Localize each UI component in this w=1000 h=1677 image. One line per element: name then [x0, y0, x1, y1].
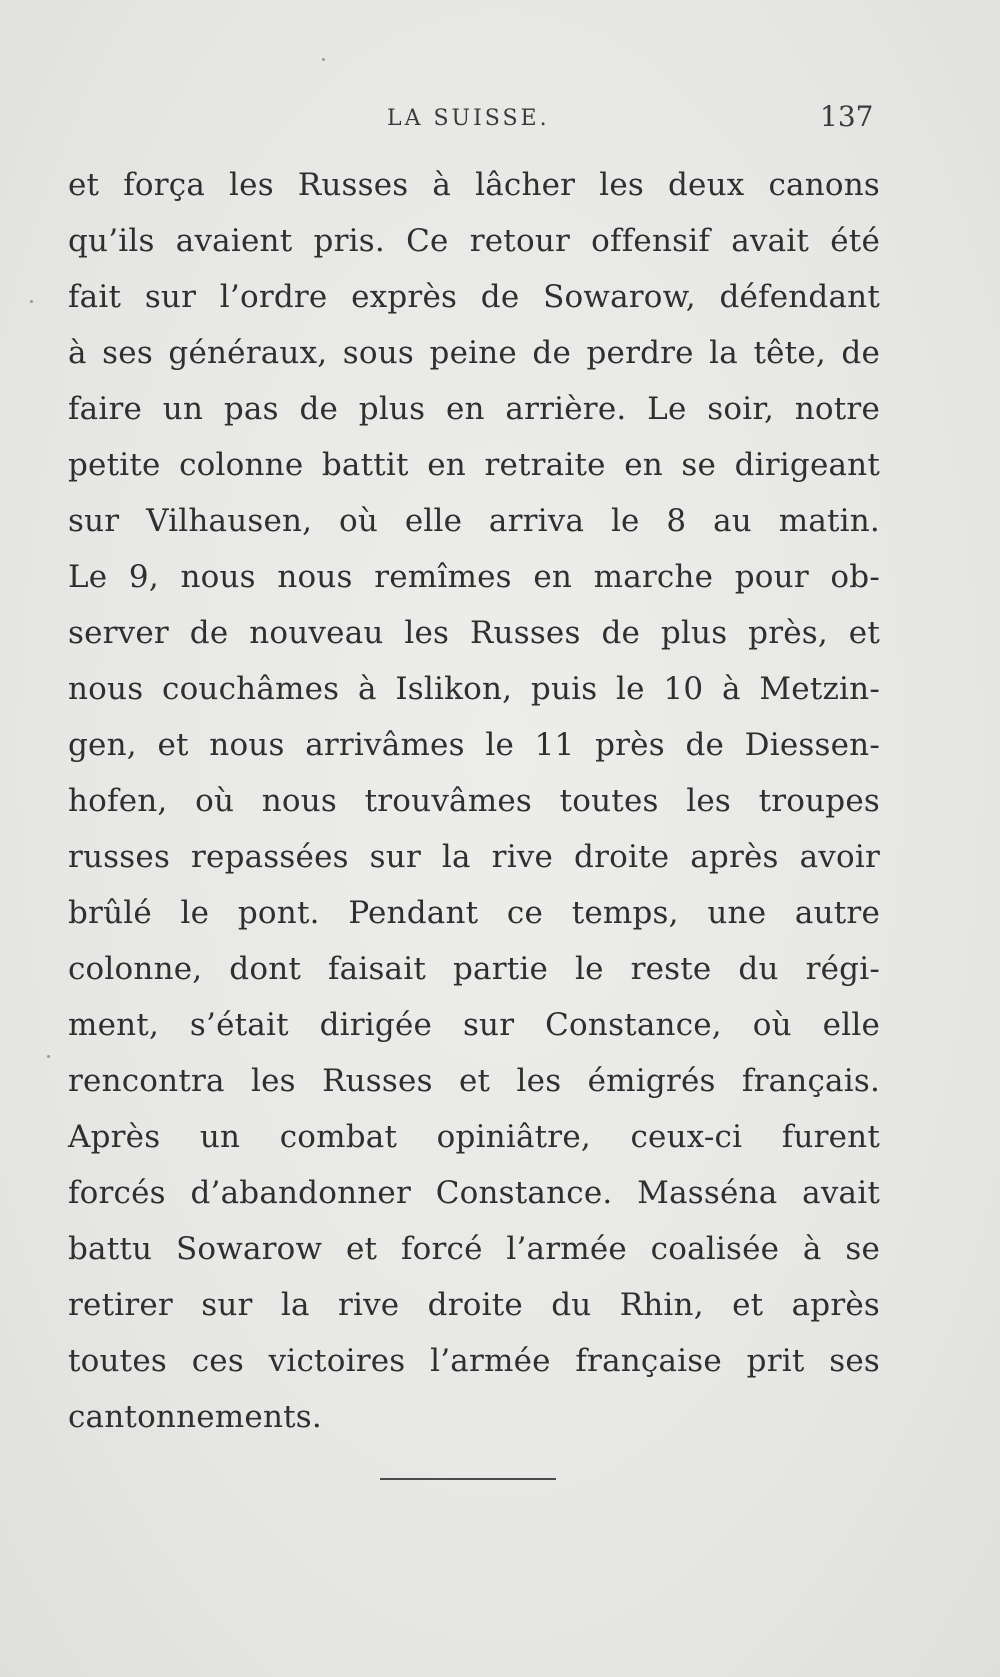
- text-line: à ses généraux, sous peine de perdre la tête, de: [68, 335, 880, 371]
- text-line: nous couchâmes à Islikon, puis le 10 à Metzin-: [68, 671, 880, 707]
- text-line: brûlé le pont. Pendant ce temps, une autre: [68, 895, 880, 931]
- text-line: fait sur l’ordre exprès de Sowarow, défendant: [68, 279, 880, 315]
- section-end-rule: [380, 1478, 556, 1480]
- text-line: rencontra les Russes et les émigrés français.: [68, 1063, 880, 1099]
- text-line: gen, et nous arrivâmes le 11 près de Diessen-: [68, 727, 880, 763]
- text-line: toutes ces victoires l’armée française prit ses: [68, 1343, 880, 1379]
- text-line: Après un combat opiniâtre, ceux-ci furent: [68, 1119, 880, 1155]
- paper-speck: [322, 58, 325, 61]
- text-line: faire un pas de plus en arrière. Le soir, notre: [68, 391, 880, 427]
- text-line: ment, s’était dirigée sur Constance, où elle: [68, 1007, 880, 1043]
- text-line: et força les Russes à lâcher les deux canons: [68, 167, 880, 203]
- text-line: cantonnements.: [68, 1399, 322, 1435]
- text-line: retirer sur la rive droite du Rhin, et après: [68, 1287, 880, 1323]
- page-number: 137: [820, 100, 874, 133]
- paper-speck: [30, 300, 33, 303]
- text-line: colonne, dont faisait partie le reste du régi-: [68, 951, 880, 987]
- text-line: server de nouveau les Russes de plus près, et: [68, 615, 880, 651]
- text-line: forcés d’abandonner Constance. Masséna avait: [68, 1175, 880, 1211]
- text-line: battu Sowarow et forcé l’armée coalisée à se: [68, 1231, 880, 1267]
- text-line: hofen, où nous trouvâmes toutes les troupes: [68, 783, 880, 819]
- text-line: qu’ils avaient pris. Ce retour offensif avait été: [68, 223, 880, 259]
- paper-speck: [47, 1055, 50, 1058]
- text-line: Le 9, nous nous remîmes en marche pour ob-: [68, 559, 880, 595]
- text-line: russes repassées sur la rive droite après avoir: [68, 839, 880, 875]
- body-paragraph: [68, 157, 880, 1445]
- running-title: LA SUISSE.: [387, 106, 550, 131]
- text-line: petite colonne battit en retraite en se dirigeant: [68, 447, 880, 483]
- text-line: sur Vilhausen, où elle arriva le 8 au matin.: [68, 503, 880, 539]
